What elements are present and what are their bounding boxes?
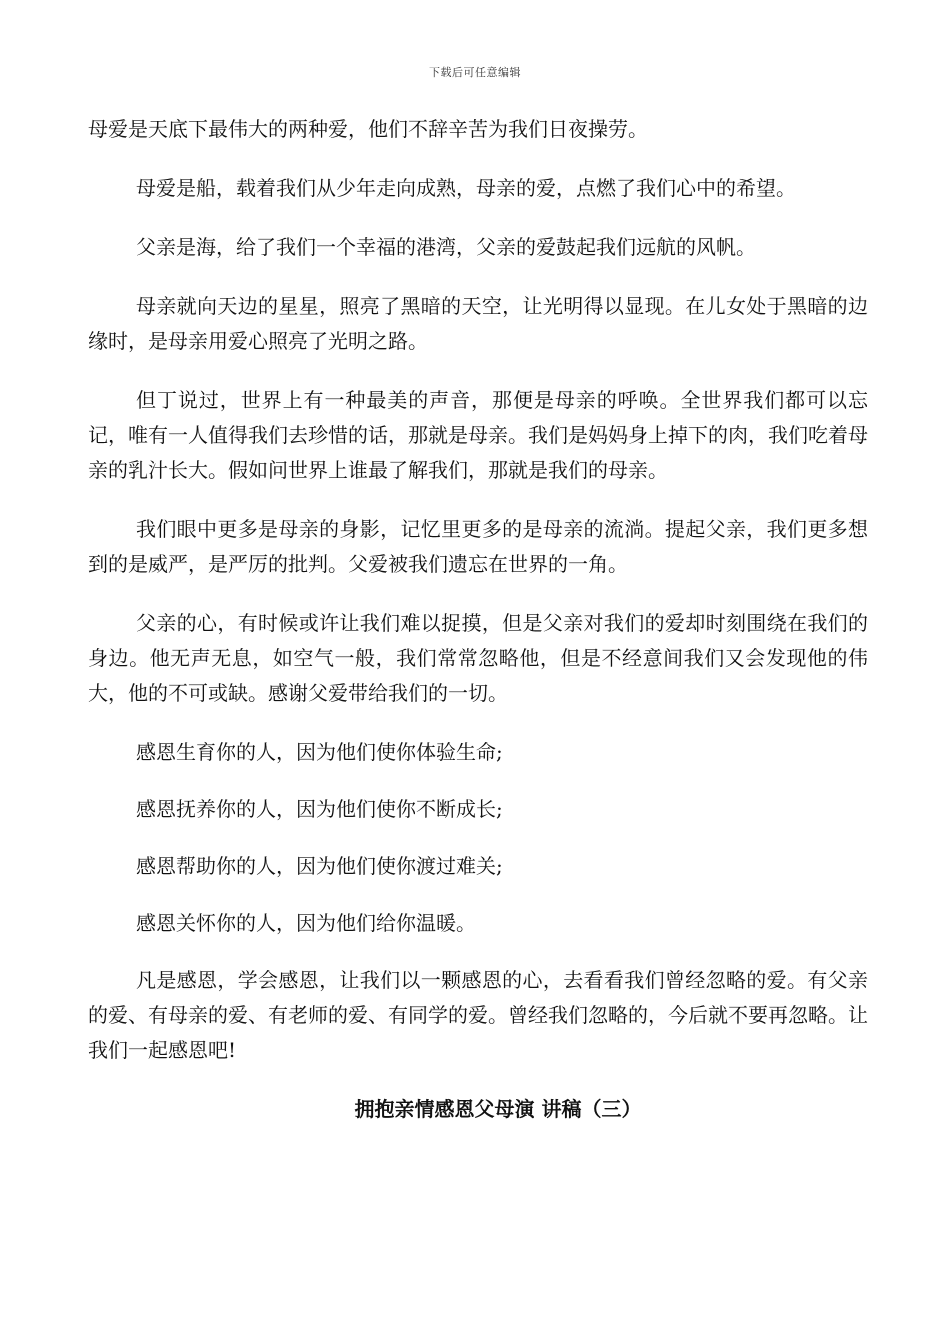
paragraph: 父亲是海，给了我们一个幸福的港湾，父亲的爱鼓起我们远航的风帆。	[136, 235, 756, 259]
gratitude-line: 感恩生育你的人，因为他们使你体验生命;	[136, 740, 503, 764]
section-title: 拥抱亲情感恩父母演 讲稿（三）	[354, 1097, 642, 1121]
paragraph: 我们眼中更多是母亲的身影，记忆里更多的是母亲的流淌。提起父亲，我们更多想到的是威严，是严厉的批判。父爱被我们遗忘在世界的一角。	[88, 517, 868, 576]
paragraph: 凡是感恩，学会感恩，让我们以一颗感恩的心，去看看我们曾经忽略的爱。有父亲的爱、有母亲的爱、有老师的爱、有同学的爱。曾经我们忽略的，今后就不要再忽略。让我们一起感恩吧!	[88, 968, 868, 1062]
page-header: 下载后可任意编辑	[429, 66, 521, 79]
document-body	[88, 112, 868, 1127]
gratitude-line: 感恩帮助你的人，因为他们使你渡过难关;	[136, 854, 503, 878]
paragraph: 母亲就向天边的星星，照亮了黑暗的天空，让光明得以显现。在儿女处于黑暗的边缘时，是母亲用爱心照亮了光明之路。	[88, 294, 868, 353]
paragraph: 母爱是船，载着我们从少年走向成熟，母亲的爱，点燃了我们心中的希望。	[136, 176, 796, 200]
gratitude-line: 感恩抚养你的人，因为他们使你不断成长;	[136, 797, 503, 821]
paragraph: 父亲的心，有时候或许让我们难以捉摸，但是父亲对我们的爱却时刻围绕在我们的身边。他无声无息，如空气一般，我们常常忽略他，但是不经意间我们又会发现他的伟大，他的不可或缺。感谢父爱带给我们的一切。	[88, 611, 868, 705]
gratitude-line: 感恩关怀你的人，因为他们给你温暖。	[136, 911, 476, 935]
paragraph: 母爱是天底下最伟大的两种爱，他们不辞辛苦为我们日夜操劳。	[88, 117, 648, 141]
paragraph: 但丁说过，世界上有一种最美的声音，那便是母亲的呼唤。全世界我们都可以忘记，唯有一人值得我们去珍惜的话，那就是母亲。我们是妈妈身上掉下的肉，我们吃着母亲的乳汁长大。假如问世界上谁最了解我们，那就是我们的母亲。	[88, 388, 868, 482]
